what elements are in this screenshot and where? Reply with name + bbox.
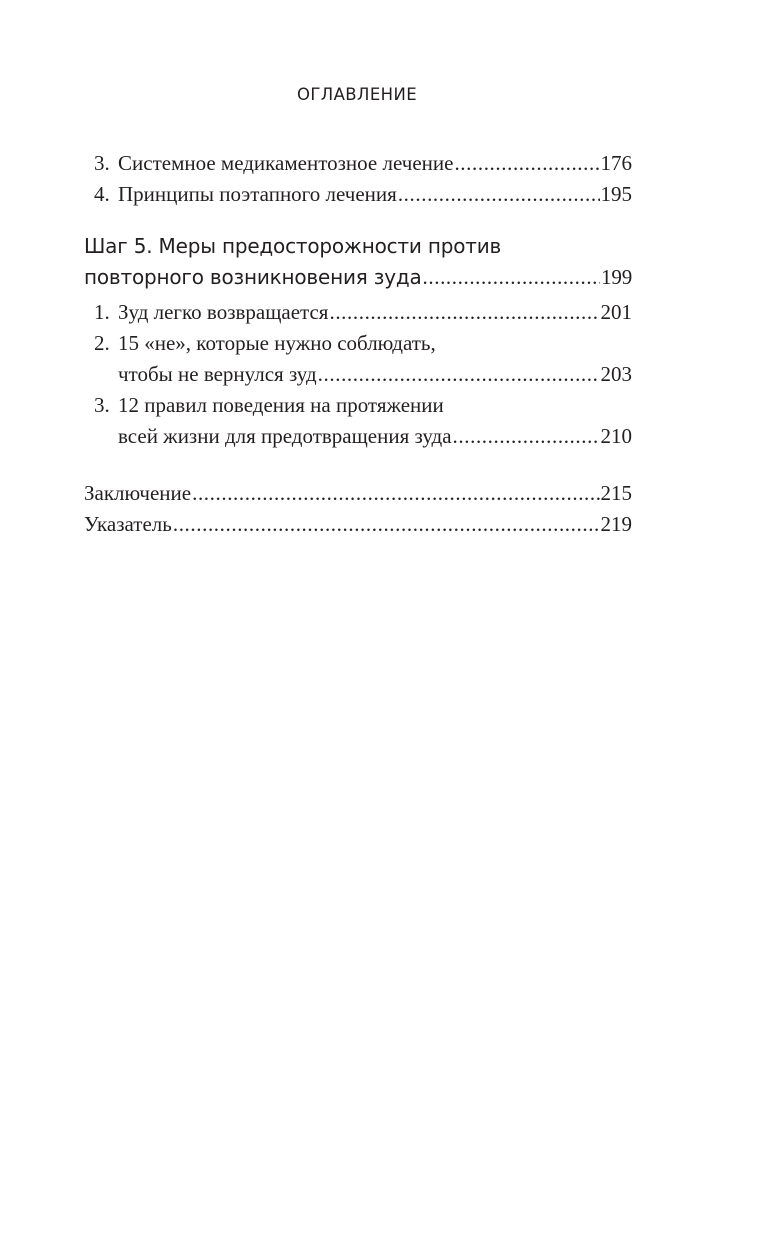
step5-heading[interactable]	[84, 231, 632, 293]
entry-title: Системное медикаментозное лечение	[118, 151, 454, 175]
running-head: ОГЛАВЛЕНИЕ	[296, 85, 418, 104]
toc-entry[interactable]	[84, 297, 632, 328]
step5-title-line1: Шаг 5. Меры предосторожности против	[84, 234, 502, 258]
entry-title-line2: чтобы не вернулся зуд	[118, 362, 317, 386]
entry-title-line1: 12 правил поведения на протяжении	[118, 393, 444, 417]
dot-leader	[173, 509, 600, 540]
entry-title: Указатель	[84, 512, 172, 536]
toc-entry[interactable]	[84, 390, 632, 452]
entry-page-number: 210	[600, 424, 632, 448]
entry-number: 3.	[94, 151, 110, 175]
entry-title: Зуд легко возвращается	[118, 300, 329, 324]
entry-page-number: 176	[600, 151, 632, 175]
step5-title-line2: повторного возникновения зуда	[84, 265, 422, 289]
step5-items	[84, 297, 632, 452]
toc-top-items	[84, 148, 632, 210]
entry-title: Заключение	[84, 481, 192, 505]
toc-end-items	[84, 478, 632, 540]
dot-leader	[329, 297, 599, 328]
entry-title-line1: 15 «не», которые нужно соблюдать,	[118, 331, 436, 355]
entry-title: Принципы поэтапного лечения	[118, 182, 397, 206]
dot-leader	[192, 478, 599, 509]
entry-page-number: 195	[600, 182, 632, 206]
toc-entry-index[interactable]	[84, 509, 632, 540]
toc-entry-conclusion[interactable]	[84, 478, 632, 509]
toc-entry[interactable]	[84, 179, 632, 210]
toc-entry[interactable]	[84, 328, 632, 390]
entry-number: 4.	[94, 182, 110, 206]
entry-page-number: 203	[600, 362, 632, 386]
entry-page-number: 219	[600, 512, 632, 536]
entry-page-number: 215	[600, 481, 632, 505]
entry-number: 2.	[94, 331, 110, 355]
entry-number: 3.	[94, 393, 110, 417]
entry-page-number: 201	[600, 300, 632, 324]
dot-leader	[398, 179, 600, 210]
dot-leader	[454, 148, 599, 179]
step5-page-number: 199	[601, 265, 632, 289]
entry-title-line2: всей жизни для предотвращения зуда	[118, 424, 452, 448]
dot-leader	[423, 262, 601, 293]
dot-leader	[453, 421, 600, 452]
toc-entry[interactable]	[84, 148, 632, 179]
entry-number: 1.	[94, 300, 110, 324]
dot-leader	[318, 359, 600, 390]
